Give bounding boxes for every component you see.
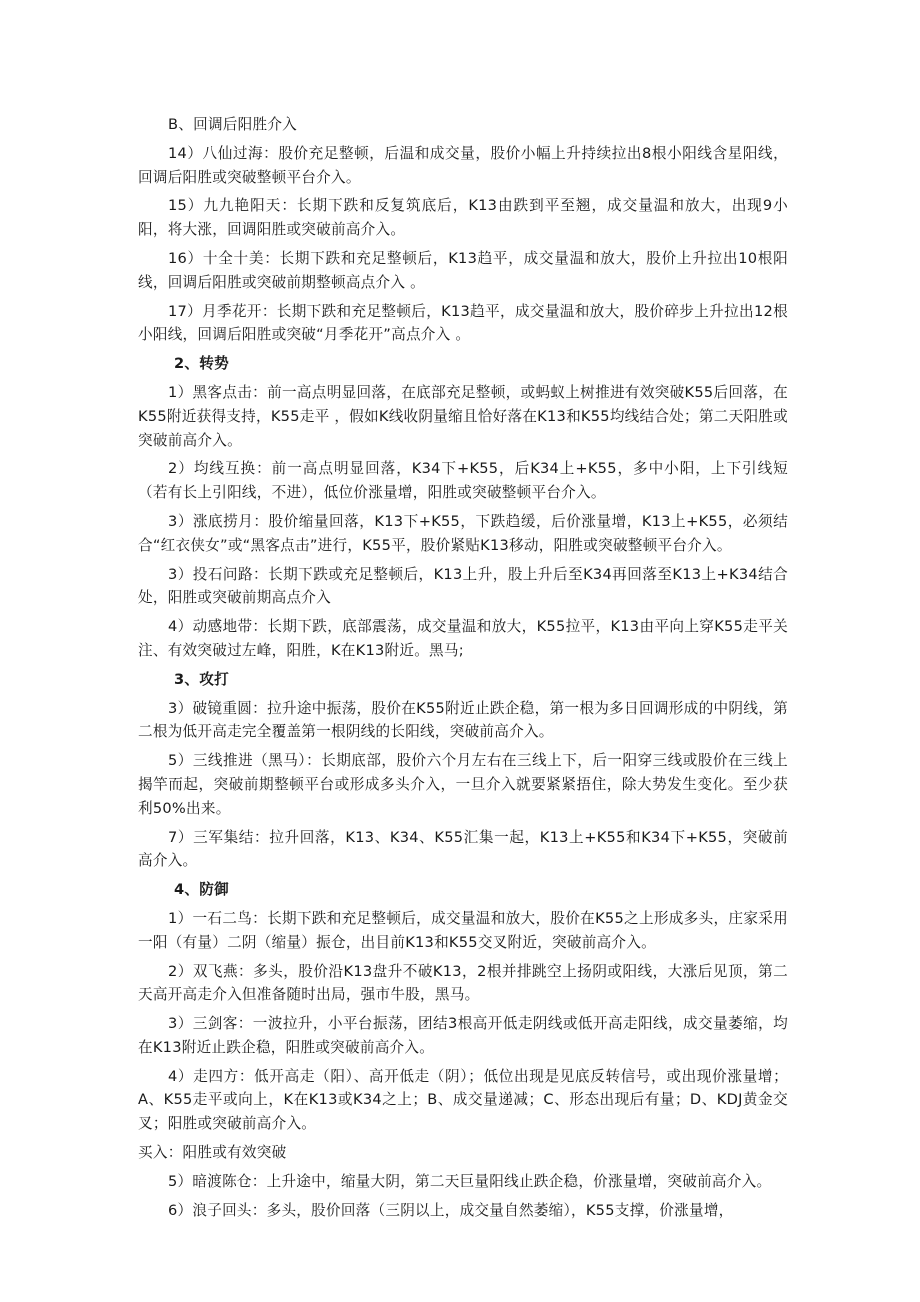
section-heading-3: 3、攻打 [174,670,229,688]
paragraph-ma-swap: 2）均线互换：前一高点明显回落，K34下+K55，后K34上+K55，多中小阳，上下引线短（若有长上引阳线，不进），低位价涨量增，阳胜或突破整顿平台介入。 [138,460,788,502]
paragraph-three-swordsmen: 3）三剑客：一波拉升，小平台振荡，团结3根高开低走阴线或低开高走阳线，成交量萎缩，均在K13附近止跌企稳，阳胜或突破前高介入。 [138,1015,788,1056]
paragraph-four-directions: 4）走四方：低开高走（阳）、高开低走（阴）；低位出现是见底反转信号，或出现价涨量增；A、K55走平或向上，K在K13或K34之上；B、成交量递减；C、形态出现后有量；D、KDJ黄金交叉；阳胜或突破前高介入。 [138,1067,788,1133]
paragraph-three-lines: 5）三线推进（黑马）：长期底部，股价六个月左右在三线上下，后一阳穿三线或股价在三线上揭竿而起，突破前期整顿平台或形成多头介入，一旦介入就要紧紧捂住，除大势发生变化。至少获利50%出来。 [138,752,788,817]
paragraph-three-armies: 7）三军集结：拉升回落，K13、K34、K55汇集一起，K13上+K55和K34下+K55，突破前高介入。 [138,828,788,870]
section-heading-4: 4、防御 [174,881,229,899]
paragraph-scoop-moon: 3）涨底捞月：股价缩量回落，K13下+K55，下跌趋缓，后价涨量增，K13上+K55，必须结合“红衣侠女”或“黑客点击”进行，K55平，股价紧贴K13移动，阳胜或突破整顿平台介入。 [138,512,788,554]
document-body [138,113,788,1227]
paragraph-test-stone: 3）投石问路：长期下跌或充足整顿后，K13上升，股上升后至K34再回落至K13上+K34结合处，阳胜或突破前期高点介入 [138,565,788,607]
paragraph-twin-swallows: 2）双飞燕：多头，股价沿K13盘升不破K13，2根并排跳空上扬阴或阳线，大涨后见顶，第二天高开高走介入但准备随时出局，强市牛股，黑马。 [138,962,788,1004]
paragraph-17: 17）月季花开：长期下跌和充足整顿后，K13趋平，成交量温和放大，股价碎步上升拉出12根小阳线，回调后阳胜或突破“月季花开”高点介入 。 [138,302,788,344]
paragraph-mirror-reunion: 3）破镜重圆：拉升途中振荡，股价在K55附近止跌企稳，第一根为多日回调形成的中阴线，第二根为低开高走完全覆盖第一根阴线的长阳线，突破前高介入。 [138,699,788,741]
paragraph-dynamic-zone: 4）动感地带：长期下跌，底部震荡，成交量温和放大，K55拉平，K13由平向上穿K55走平关注、有效突破过左峰，阳胜，K在K13附近。黑马; [138,618,788,659]
paragraph-hacker-click: 1）黑客点击：前一高点明显回落，在底部充足整顿，或蚂蚁上树推进有效突破K55后回落，在K55附近获得支持，K55走平 ，假如K线收阴量缩且恰好落在K13和K55均线结合处；第二天阳胜或突破前高介入。 [138,383,788,449]
paragraph-secret-crossing: 5）暗渡陈仓：上升途中，缩量大阴，第二天巨量阳线止跌企稳，价涨量增，突破前高介入。 [168,1172,772,1190]
paragraph-one-stone: 1）一石二鸟：长期下跌和充足整顿后，成交量温和放大，股价在K55之上形成多头，庄家采用一阳（有量）二阴（缩量）振仓，出目前K13和K55交叉附近，突破前高介入。 [138,909,788,951]
buy-note: 买入：阳胜或有效突破 [138,1144,287,1162]
paragraph-prodigal-return: 6）浪子回头：多头，股价回落（三阴以上，成交量自然萎缩），K55支撑，价涨量增， [168,1201,734,1219]
paragraph-16: 16）十全十美：长期下跌和充足整顿后，K13趋平，成交量温和放大，股价上升拉出10根阳线，回调后阳胜或突破前期整顿高点介入 。 [138,249,788,291]
subheading-b: B、回调后阳胜介入 [168,116,298,133]
paragraph-15: 15）九九艳阳天：长期下跌和反复筑底后，K13由跌到平至翘，成交量温和放大，出现9小阳，将大涨，回调阳胜或突破前高介入。 [138,197,788,239]
paragraph-14: 14）八仙过海：股价充足整顿，后温和成交量，股价小幅上升持续拉出8根小阳线含星阳线，回调后阳胜或突破整顿平台介入。 [138,144,788,186]
section-heading-2: 2、转势 [174,355,229,373]
